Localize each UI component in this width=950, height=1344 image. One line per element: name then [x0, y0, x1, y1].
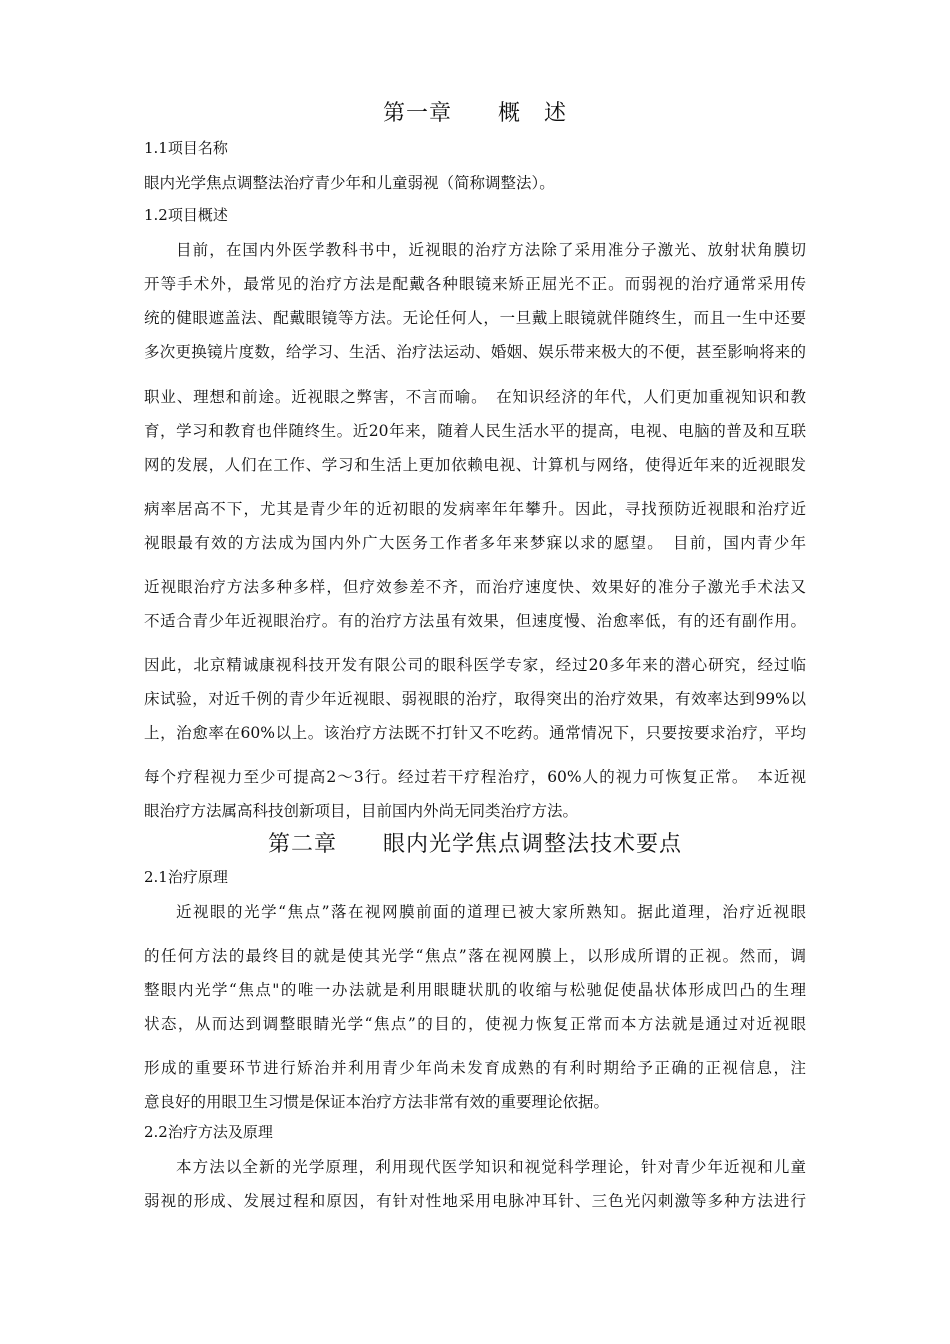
paragraph-line: 意良好的用眼卫生习惯是保证本治疗方法非常有效的重要理论依据。: [144, 1093, 610, 1111]
paragraph-line: 本方法以全新的光学原理，利用现代医学知识和视觉科学理论，针对青少年近视和儿童: [176, 1158, 806, 1176]
paragraph-line: 床试验，对近千例的青少年近视眼、弱视眼的治疗，取得突出的治疗效果，有效率达到99%以: [144, 690, 806, 708]
paragraph-line: 状态，从而达到调整眼睛光学“焦点”的目的，使视力恢复正常而本方法就是通过对近视眼: [144, 1015, 806, 1033]
paragraph-line: 近视眼的光学“焦点”落在视网膜前面的道理已被大家所熟知。据此道理，治疗近视眼: [176, 903, 806, 921]
paragraph-line: 形成的重要环节进行矫治并利用青少年尚未发育成熟的有利时期给予正确的正视信息，注: [144, 1059, 806, 1077]
paragraph-line: 眼治疗方法属高科技创新项目，目前国内外尚无同类治疗方法。: [144, 802, 579, 820]
section-1-1-text: 眼内光学焦点调整法治疗青少年和儿童弱视（简称调整法）。: [144, 174, 555, 192]
paragraph-line: 弱视的形成、发展过程和原因，有针对性地采用电脉冲耳针、三色光闪刺激等多种方法进行: [144, 1192, 806, 1210]
paragraph-line: 整眼内光学“焦点"的唯一办法就是利用眼睫状肌的收缩与松驰促使晶状体形成凹凸的生理: [144, 981, 806, 999]
section-1-1-heading: 1.1项目名称: [144, 139, 228, 157]
chapter-2-title: 第二章 眼内光学焦点调整法技术要点: [267, 832, 682, 857]
paragraph-line: 统的健眼遮盖法、配戴眼镜等方法。无论任何人，一旦戴上眼镜就伴随终生，而且一生中还要: [144, 309, 806, 327]
paragraph-line: 职业、理想和前途。近视眼之弊害，不言而喻。 在知识经济的年代，人们更加重视知识和教: [144, 388, 806, 406]
paragraph-line: 网的发展，人们在工作、学习和生活上更加依赖电视、计算机与网络，使得近年来的近视眼发: [144, 456, 806, 474]
paragraph-line: 上，治愈率在60%以上。该治疗方法既不打针又不吃药。通常情况下，只要按要求治疗，平均: [144, 724, 806, 742]
section-1-2-heading: 1.2项目概述: [144, 206, 228, 224]
paragraph-line: 因此，北京精诚康视科技开发有限公司的眼科医学专家，经过20多年来的潜心研究，经过临: [144, 656, 806, 674]
paragraph-line: 育，学习和教育也伴随终生。近20年来，随着人民生活水平的提高，电视、电脑的普及和互联: [144, 422, 806, 440]
paragraph-line: 目前，在国内外医学教科书中，近视眼的治疗方法除了采用准分子激光、放射状角膜切: [176, 241, 806, 259]
section-2-1-heading: 2.1治疗原理: [144, 868, 228, 886]
paragraph-line: 近视眼治疗方法多种多样，但疗效参差不齐，而治疗速度快、效果好的准分子激光手术法又: [144, 578, 806, 596]
paragraph-line: 的任何方法的最终目的就是使其光学“焦点”落在视网膜上，以形成所谓的正视。然而，调: [144, 947, 806, 965]
section-2-2-heading: 2.2治疗方法及原理: [144, 1123, 273, 1141]
chapter-1-title: 第一章 概 述: [382, 101, 567, 126]
paragraph-line: 多次更换镜片度数，给学习、生活、治疗法运动、婚姻、娱乐带来极大的不便，甚至影响将来的: [144, 343, 806, 361]
paragraph-line: 每个疗程视力至少可提高2～3行。经过若干疗程治疗，60%人的视力可恢复正常。 本近视: [144, 768, 806, 786]
paragraph-line: 不适合青少年近视眼治疗。有的治疗方法虽有效果，但速度慢、治愈率低，有的还有副作用。: [144, 612, 806, 630]
paragraph-line: 开等手术外，最常见的治疗方法是配戴各种眼镜来矫正屈光不正。而弱视的治疗通常采用传: [144, 275, 806, 293]
paragraph-line: 视眼最有效的方法成为国内外广大医务工作者多年来梦寐以求的愿望。 目前，国内青少年: [144, 534, 806, 552]
paragraph-line: 病率居高不下，尤其是青少年的近初眼的发病率年年攀升。因此，寻找预防近视眼和治疗近: [144, 500, 806, 518]
